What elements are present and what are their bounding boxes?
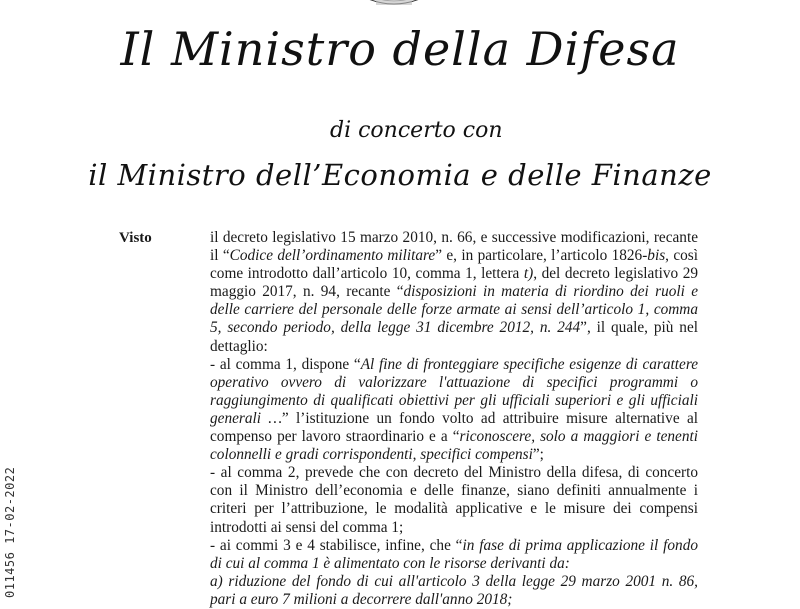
emblem-icon	[362, 0, 426, 10]
visto-label: Visto	[119, 230, 152, 246]
concert-subtitle: di concerto con	[330, 118, 503, 143]
protocol-stamp: 011456 17-02-2022	[3, 466, 17, 598]
comma1-paragraph: - al comma 1, dispone “Al fine di fronteggiare specifiche esigenze di carattere operativo ovvero di valorizzare l'attuazione di specifici programmi o raggiungimento di qualificati obiettivi per gli ufficiali superiori e gli ufficiali generali …” l’istituzione un fondo volto ad attribuire misure alternative al compenso per lavoro straordinario e a “riconoscere, solo a maggiori e tenenti colonnelli e gradi corrispondenti, specifici compensi”;	[210, 355, 698, 464]
document-body	[210, 229, 698, 609]
document-title: Il Ministro della Difesa	[120, 22, 680, 76]
co-signing-minister: il Ministro dell’Economia e delle Finanze	[88, 158, 712, 192]
item-a-paragraph: a) riduzione del fondo di cui all'articolo 3 della legge 29 marzo 2001 n. 86, pari a euro 7 milioni a decorrere dall'anno 2018;	[210, 572, 698, 608]
comma34-paragraph: - ai commi 3 e 4 stabilisce, infine, che “in fase di prima applicazione il fondo di cui al comma 1 è alimentato con le risorse derivanti da:	[210, 536, 698, 572]
intro-paragraph: il decreto legislativo 15 marzo 2010, n. 66, e successive modificazioni, recante il “Codice dell’ordinamento militare” e, in particolare, l’articolo 1826-bis, così come introdotto dall’articolo 10, comma 1, lettera t), del decreto legislativo 29 maggio 2017, n. 94, recante “disposizioni in materia di riordino dei ruoli e delle carriere del personale delle forze armate ai sensi dell’articolo 1, comma 5, secondo periodo, della legge 31 dicembre 2012, n. 244”, il quale, più nel dettaglio:	[210, 229, 698, 355]
comma2-paragraph: - al comma 2, prevede che con decreto del Ministro della difesa, di concerto con il Ministro dell’economia e delle finanze, siano definiti annualmente i criteri per l’attribuzione, le modalità applicative e le misure dei compensi introdotti ai sensi del comma 1;	[210, 464, 698, 536]
